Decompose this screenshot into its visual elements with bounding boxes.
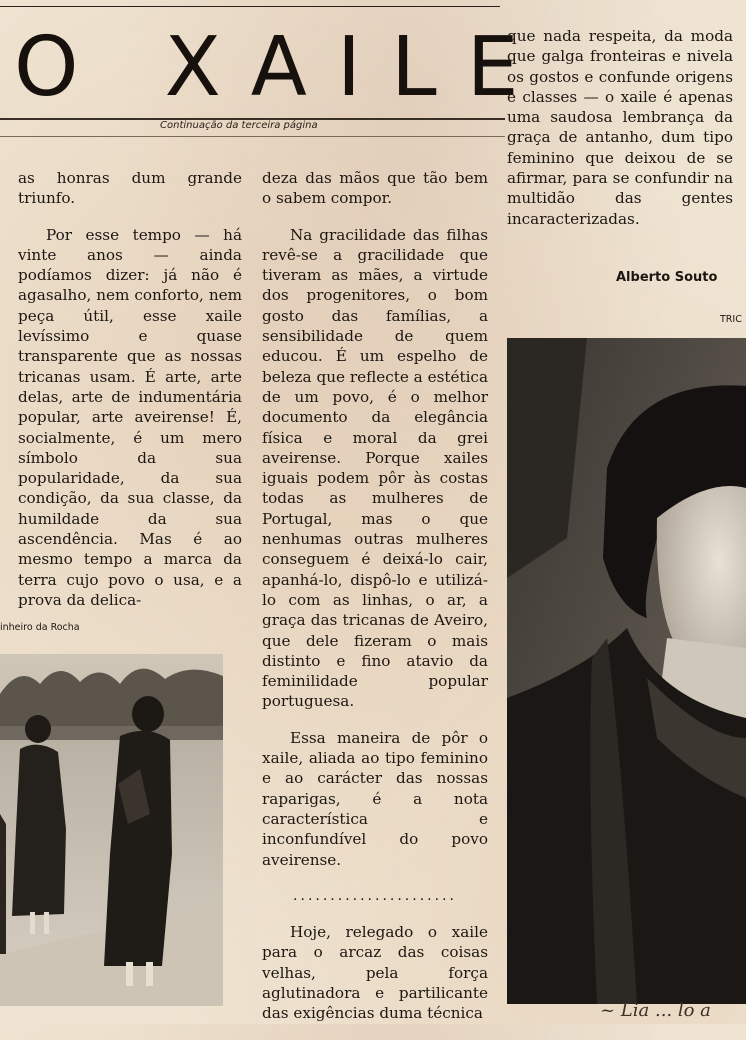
masthead-title: O XAILE [14,20,549,115]
paragraph: as honras dum grande triunfo. [18,169,242,208]
paragraph: Essa maneira de pôr o xaile, aliada ao tipo feminino e ao carácter das nossas raparigas, é a nota característica e inconfundível do povo aveirense. [262,728,488,869]
article-column-3 [507,26,733,245]
section-separator: ...................... [293,887,457,904]
paragraph: Por esse tempo — há vinte anos — ainda podíamos dizer: já não é agasalho, nem conforto, nem peça útil, esse xaile levíssimo e quase transparente que as nossas tricanas usam. É arte, arte delas, arte de indumentária popular, arte aveirense! É, socialmente, é um mero símbolo da sua popularidade, da sua condição, da sua classe, da humildade da sua ascendência. Mas é ao mesmo tempo a marca da terra cujo povo o usa, e a prova da delica- [18,225,242,609]
paragraph: que nada respeita, da moda que galga fronteiras e nivela os gostos e confunde origens e classes — o xaile é apenas uma saudosa lembrança da graça de antanho, dum tipo feminino que deixou de se afirmar, para se confundir na multidão das gentes incaracterizadas. [507,27,733,228]
paragraph: deza das mãos que tão bem o sabem compor. [262,169,488,208]
photo-two-tricanas [0,654,223,1006]
author-signature: Alberto Souto [616,270,718,285]
title-underline-thin [0,136,505,137]
handwritten-note: ~ Lia ... lo a [600,1000,711,1021]
top-rule [0,6,500,7]
article-column-2 [262,168,488,1040]
continuation-note: Continuação da terceira página [160,120,318,131]
photo-credit-right: TRIC [720,314,742,325]
article-column-1 [18,168,242,626]
paragraph: Hoje, relegado o xaile para o arcaz das coisas velhas, pela força aglutinadora e partilicante das exigências duma técnica [262,923,488,1023]
paragraph: Na gracilidade das filhas revê-se a gracilidade que tiveram as mães, a virtude dos progenitores, o bom gosto das famílias, a sensibilidade de quem educou. É um espelho de beleza que reflecte a estética de um povo, é o melhor documento da elegância física e moral da grei aveirense. Porque xailes iguais podem pôr às costas todas as mulheres de Portugal, mas o que nenhumas outras mulheres conseguem é deixá-lo cair, apanhá-lo, dispô-lo e utilizá-lo com as linhas, o ar, a graça das tricanas de Aveiro, que dele fizeram o mais distinto e fino atavio da feminilidade popular portuguesa. [262,225,488,711]
photo-tricana-portrait [507,338,746,1004]
photo-credit-left: inheiro da Rocha [0,622,80,633]
